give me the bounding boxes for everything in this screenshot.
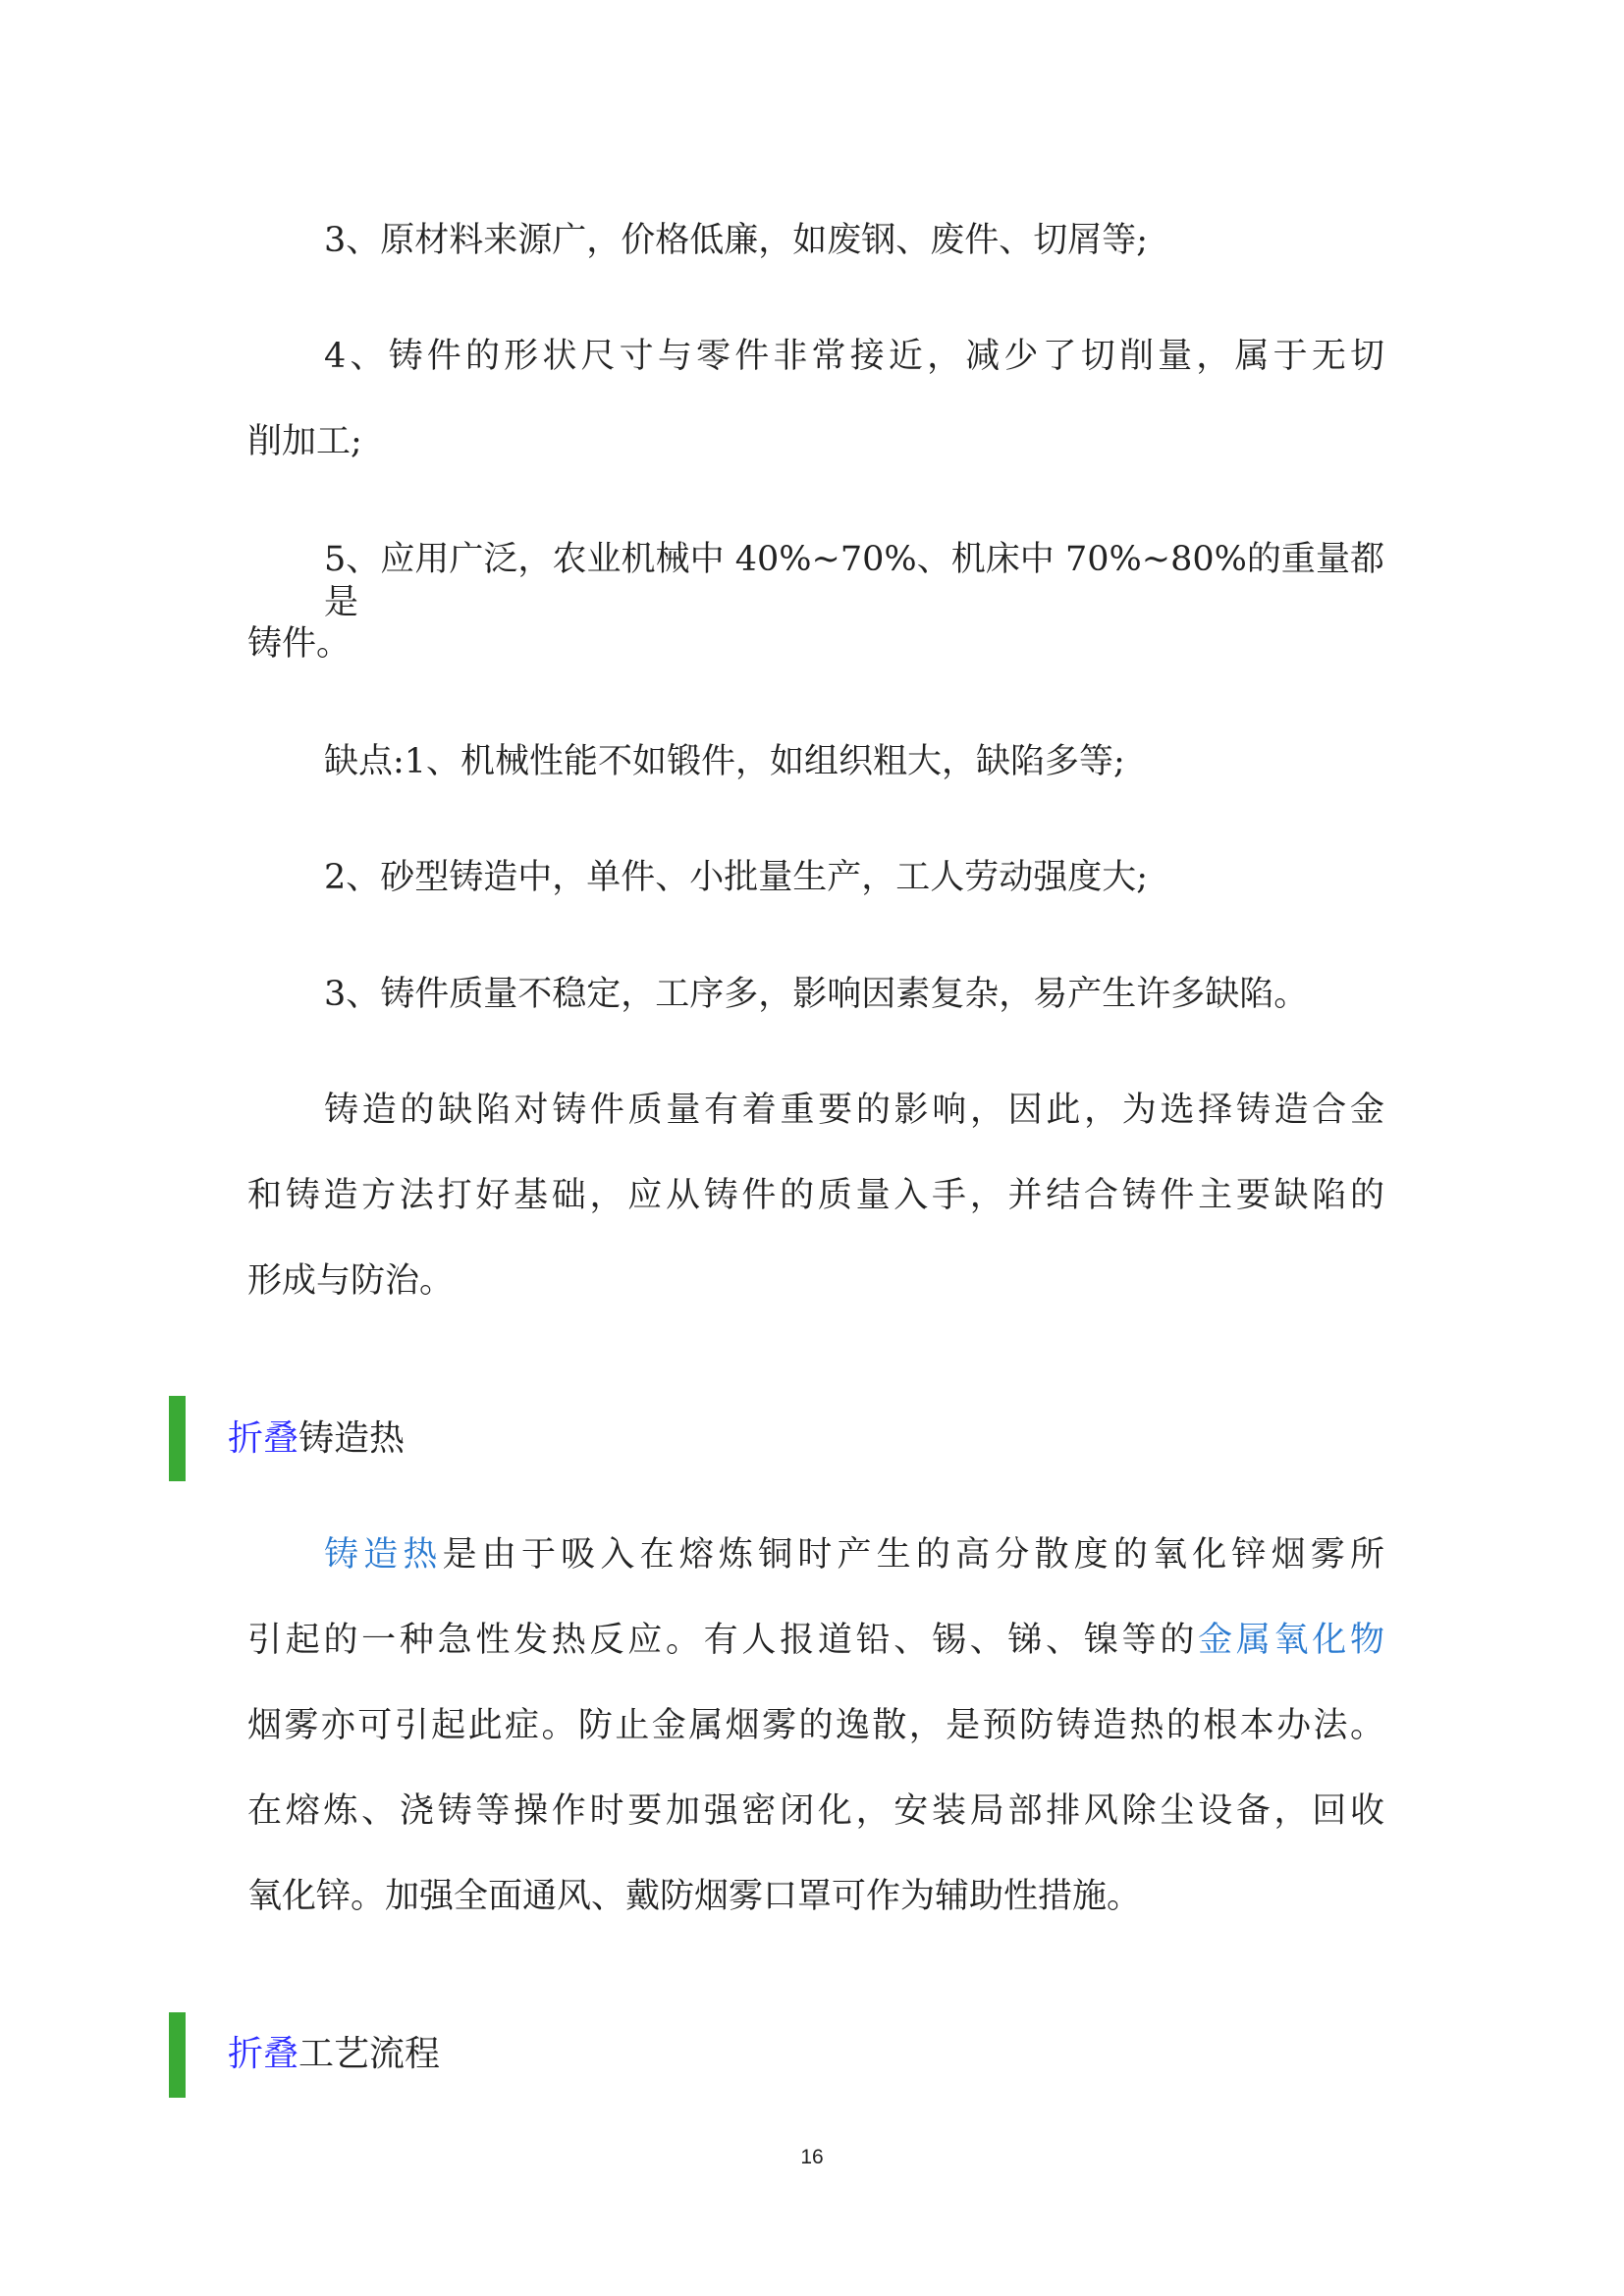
paragraph-line: 形成与防治。 — [247, 1261, 455, 1301]
paragraph-line: 铸造的缺陷对铸件质量有着重要的影响，因此，为选择铸造合金 — [324, 1091, 1384, 1130]
paragraph-line: 缺点:1、机械性能不如锻件，如组织粗大，缺陷多等; — [324, 742, 1125, 781]
paragraph-line: 2、砂型铸造中，单件、小批量生产，工人劳动强度大; — [324, 858, 1149, 897]
section-heading — [228, 1417, 405, 1461]
paragraph-line: 烟雾亦可引起此症。防止金属烟雾的逸散，是预防铸造热的根本办法。 — [247, 1706, 1384, 1745]
paragraph-line: 5、应用广泛，农业机械中 40%~70%、机床中 70%~80%的重量都是 — [324, 540, 1384, 622]
text: 是由于吸入在熔炼铜时产生的高分散度的氧化锌烟雾所 — [442, 1535, 1384, 1575]
link-metal-oxide[interactable]: 金属氧化物 — [1198, 1621, 1384, 1660]
text: 引起的一种急性发热反应。有人报道铅、锡、锑、镍等的 — [247, 1621, 1199, 1660]
paragraph-line: 4、铸件的形状尺寸与零件非常接近，减少了切削量，属于无切 — [324, 337, 1384, 376]
paragraph-line: 削加工; — [247, 422, 362, 461]
paragraph-line: 铸件。 — [247, 624, 352, 664]
section-heading — [228, 2033, 440, 2076]
link-zhuzaore[interactable]: 铸造热 — [324, 1535, 443, 1575]
paragraph-line: 和铸造方法打好基础，应从铸件的质量入手，并结合铸件主要缺陷的 — [247, 1176, 1384, 1215]
section-accent-bar — [169, 1396, 186, 1481]
page-number: 16 — [800, 2146, 824, 2168]
section-title: 工艺流程 — [298, 2034, 441, 2074]
paragraph-line: 3、原材料来源广，价格低廉，如废钢、废件、切屑等; — [324, 221, 1149, 260]
paragraph-line: 氧化锌。加强全面通风、戴防烟雾口罩可作为辅助性措施。 — [247, 1877, 1142, 1916]
section-title: 铸造热 — [298, 1418, 406, 1459]
paragraph-line: 在熔炼、浇铸等操作时要加强密闭化，安装局部排风除尘设备，回收 — [247, 1791, 1384, 1831]
fold-link[interactable]: 折叠 — [228, 1418, 299, 1459]
paragraph-line — [324, 1533, 1384, 1576]
fold-link[interactable]: 折叠 — [228, 2034, 299, 2074]
paragraph-line — [247, 1619, 1384, 1662]
section-accent-bar — [169, 2012, 186, 2098]
paragraph-line: 3、铸件质量不稳定，工序多，影响因素复杂，易产生许多缺陷。 — [324, 975, 1309, 1014]
